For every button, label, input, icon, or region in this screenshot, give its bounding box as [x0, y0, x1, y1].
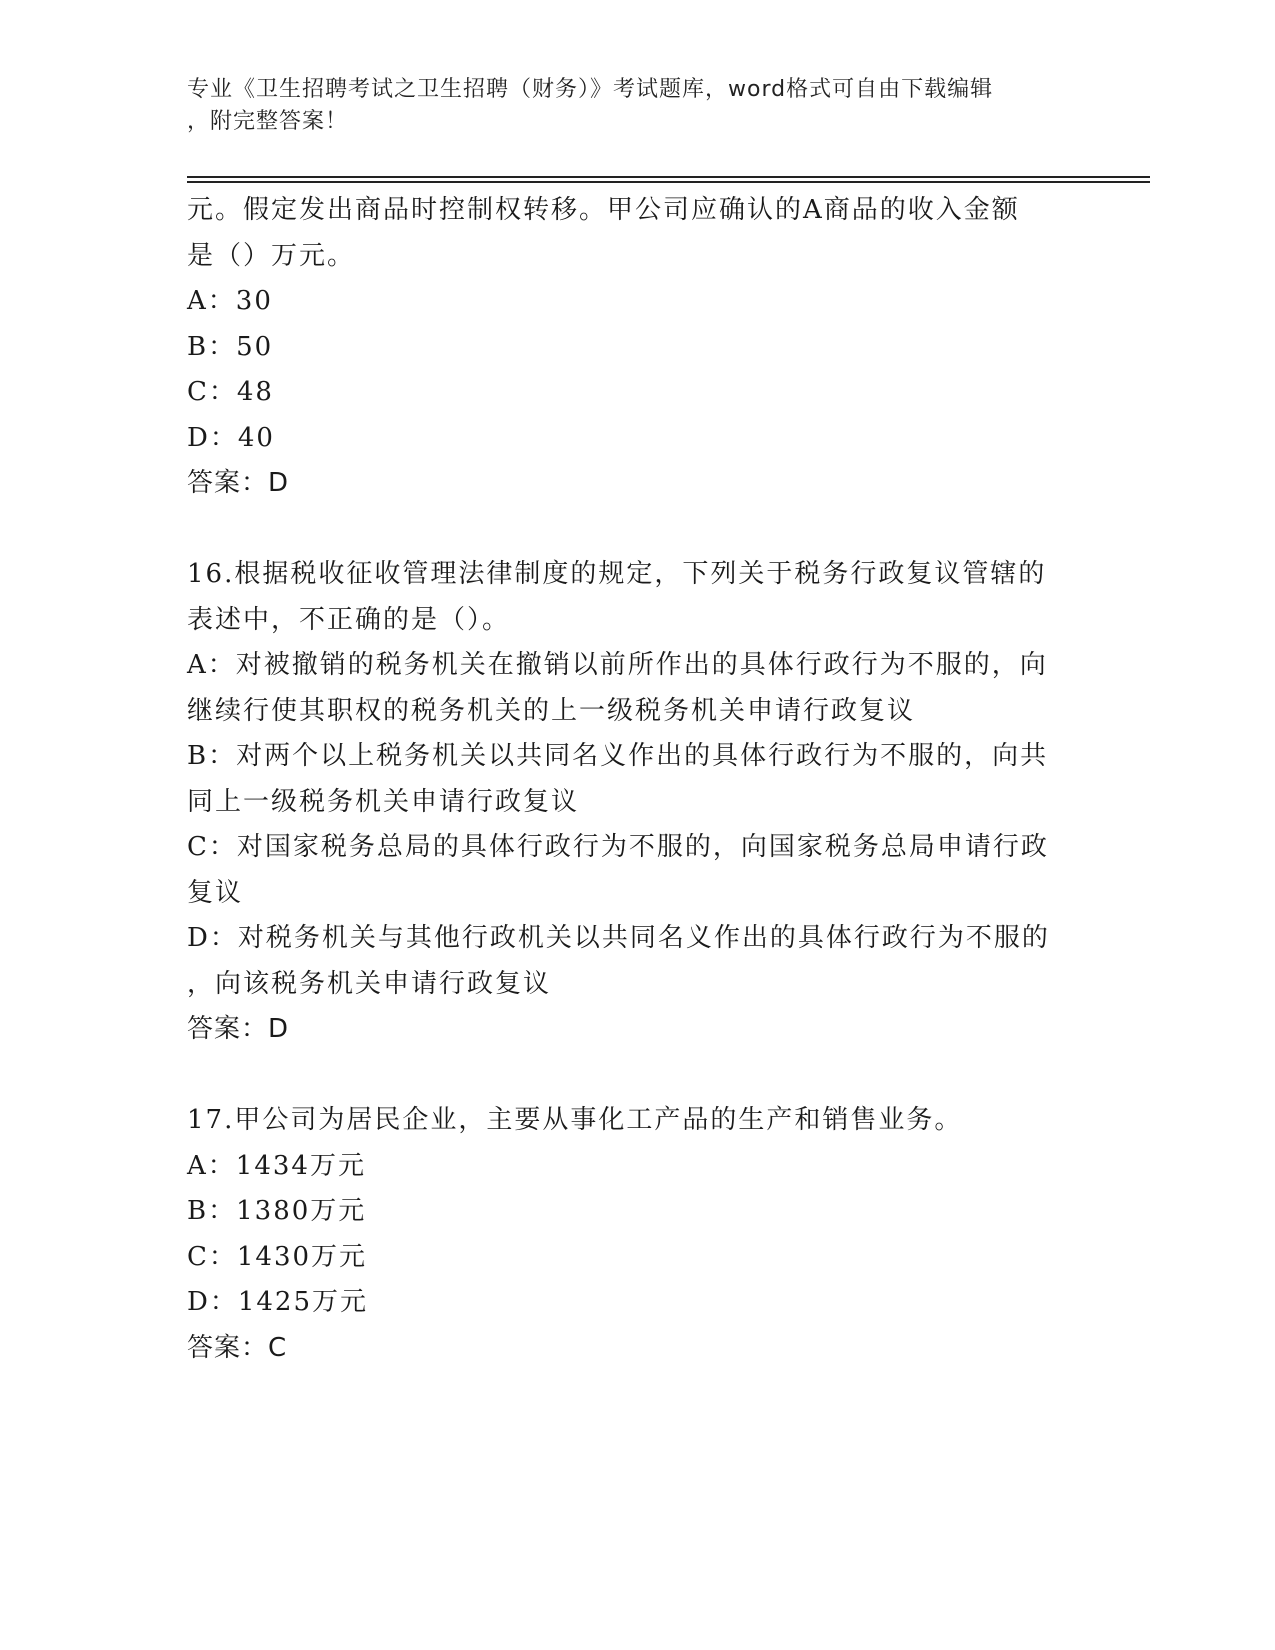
answer-line: 答案：D: [187, 468, 290, 498]
option-b: B：50: [187, 331, 274, 362]
document-header: [187, 74, 1067, 138]
option-d: D：对税务机关与其他行政机关以共同名义作出的具体行政行为不服的: [187, 923, 1050, 953]
header-line-2: ，附完整答案！: [187, 109, 349, 134]
option-b-continued: 同上一级税务机关申请行政复议: [187, 786, 580, 817]
option-a: A：30: [187, 286, 273, 316]
answer-line: 答案：D: [187, 1014, 290, 1044]
option-c: C：1430万元: [187, 1241, 368, 1272]
header-line-1: 专业《卫生招聘考试之卫生招聘（财务）》考试题库，word格式可自由下载编辑: [187, 77, 994, 102]
option-d: D：1425万元: [187, 1287, 369, 1317]
option-d-continued: ，向该税务机关申请行政复议: [187, 968, 552, 999]
document-body: [187, 188, 1087, 1371]
option-c-continued: 复议: [187, 877, 244, 908]
question-stem-line: 元。假定发出商品时控制权转移。甲公司应确认的A商品的收入金额: [187, 195, 1020, 225]
spacer: [187, 507, 1087, 553]
option-a: A：对被撤销的税务机关在撤销以前所作出的具体行政行为不服的，向: [187, 650, 1048, 680]
option-b: B：对两个以上税务机关以共同名义作出的具体行政行为不服的，向共: [187, 741, 1049, 771]
question-stem-line: 表述中，不正确的是（）。: [187, 604, 511, 635]
question-stem-line: 16.根据税收征收管理法律制度的规定，下列关于税务行政复议管辖的: [187, 559, 1047, 589]
question-15: [187, 188, 1087, 507]
option-a: A：1434万元: [187, 1150, 366, 1181]
header-divider-top: [187, 176, 1150, 178]
header-divider-bottom: [187, 181, 1150, 183]
answer-line: 答案：C: [187, 1332, 288, 1363]
option-b: B：1380万元: [187, 1196, 367, 1226]
option-c: C：对国家税务总局的具体行政行为不服的，向国家税务总局申请行政: [187, 832, 1049, 862]
option-d: D：40: [187, 422, 275, 453]
question-stem-line: 17.甲公司为居民企业，主要从事化工产品的生产和销售业务。: [187, 1105, 963, 1135]
question-stem-line: 是（）万元。: [187, 240, 356, 271]
option-a-continued: 继续行使其职权的税务机关的上一级税务机关申请行政复议: [187, 695, 916, 726]
spacer: [187, 1053, 1087, 1099]
question-17: [187, 1098, 1087, 1371]
option-c: C：48: [187, 377, 274, 407]
question-16: [187, 552, 1087, 1053]
